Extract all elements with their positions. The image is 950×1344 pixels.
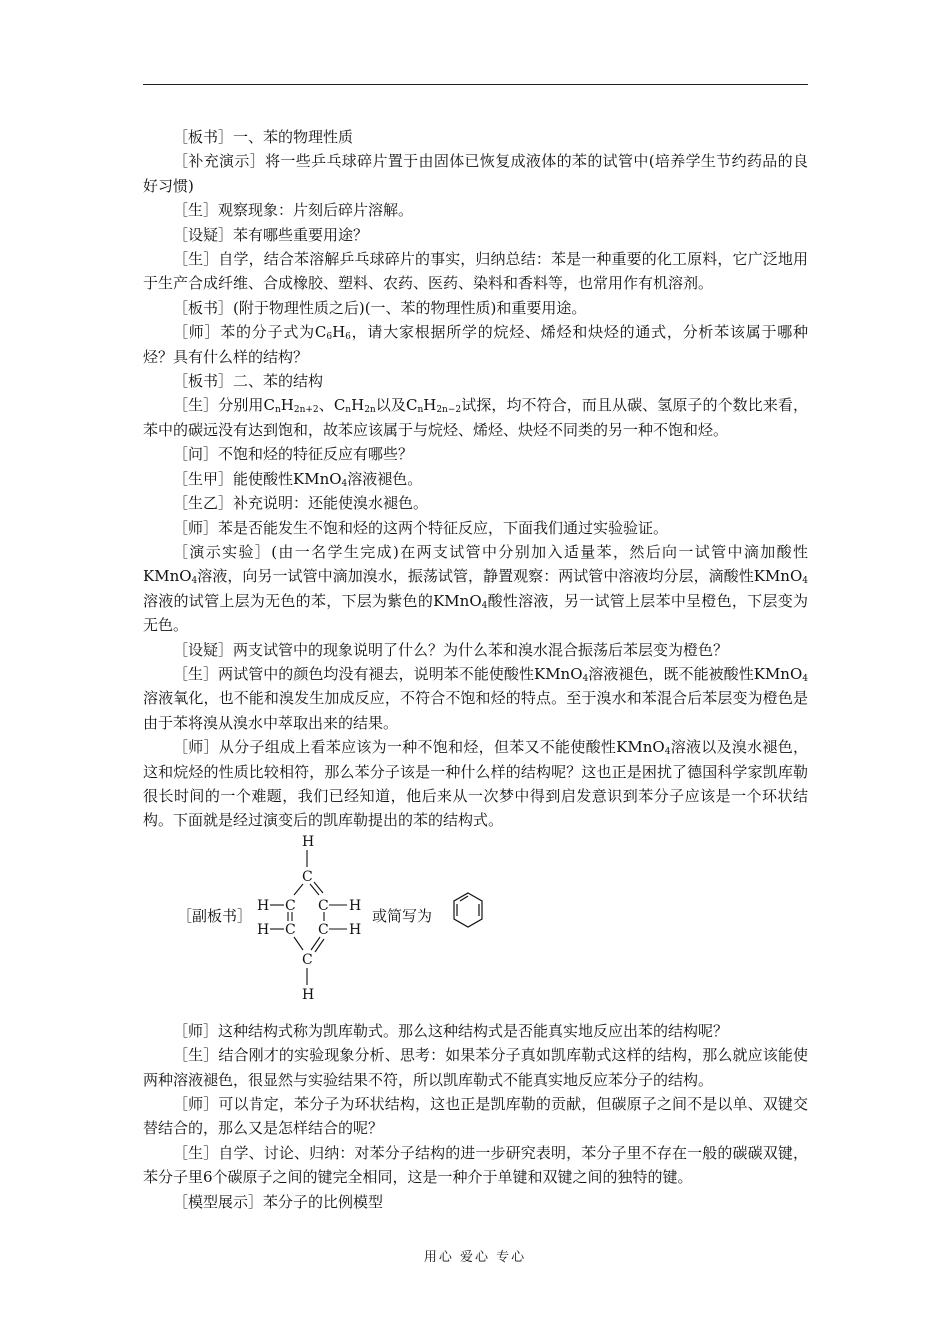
benzene-hexagon-icon: [454, 893, 482, 927]
paragraph-benzene-formula: ［师］苯的分子式为$C_6H_6$，请大家根据所学的烷烃、烯烃和炔烃的通式，分析苯该属于哪种烃？具有什么样的结构？: [143, 323, 808, 366]
atom-h-bottom: H: [302, 986, 315, 1003]
paragraph: ［生］结合刚才的实验现象分析、思考：如果苯分子真如凯库勒式这样的结构，那么就应该能使两种溶液褪色，很显然与实验结果不符，所以凯库勒式不能真实地反应苯分子的结构。: [143, 1046, 808, 1089]
paragraph: ［板书］一、苯的物理性质: [173, 128, 354, 146]
paragraph: ［设疑］两支试管中的现象说明了什么？为什么苯和溴水混合振荡后苯层变为橙色？: [173, 640, 729, 659]
atom-c-upper-right: C: [318, 897, 329, 914]
atom-h-top: H: [302, 833, 315, 850]
atom-c-upper-left: C: [285, 897, 296, 914]
alt-notation-label: 或简写为: [372, 906, 433, 925]
atom-c-lower-left: C: [285, 921, 296, 938]
paragraph: ［生］两试管中的颜色均没有褪去，说明苯不能使酸性KMnO$_4$溶液褪色，既不能被酸性KMnO$_4$溶液氧化，也不能和溴发生加成反应，不符合不饱和烃的特点。至于溴水和苯混合后苯层变为橙色是由于苯将溴从溴水中萃取出来的结果。: [143, 664, 808, 732]
paragraph: ［模型展示］苯分子的比例模型: [173, 1192, 384, 1211]
paragraph-experiment: ［演示实验］(由一名学生完成)在两支试管中分别加入适量苯，然后向一试管中滴加酸性KMnO$_4$溶液，向另一试管中滴加溴水，振荡试管，静置观察：两试管中溶液均分层，滴酸性KMnO$_4$溶液的试管上层为无色的苯，下层为紫色的KMnO$_4$酸性溶液，另一试管上层苯中呈橙色，下层变为无色。: [143, 542, 808, 635]
paragraph: ［生］观察现象：片刻后碎片溶解。: [173, 201, 414, 220]
figure-label: ［副板书］: [177, 906, 253, 925]
paragraph: ［生］自学，结合苯溶解乒乓球碎片的事实，归纳总结：苯是一种重要的化工原料，它广泛地用于生产合成纤维、合成橡胶、塑料、农药、医药、染料和香料等，也常用作有机溶剂。: [143, 250, 808, 293]
paragraph: ［板书］(附于物理性质之后)(一、苯的物理性质)和重要用途。: [173, 298, 587, 317]
atom-c-bottom: C: [302, 951, 313, 968]
page-footer: 用心 爱心 专心: [423, 1250, 527, 1265]
document-body: [143, 125, 808, 1214]
kekule-structure-diagram: [143, 833, 808, 1019]
paragraph: ［师］苯是否能发生不饱和烃的这两个特征反应，下面我们通过实验验证。: [173, 518, 669, 537]
paragraph: ［设疑］苯有哪些重要用途？: [173, 225, 369, 244]
atom-h-lower-left: H: [257, 921, 270, 938]
atom-h-lower-right: H: [349, 921, 362, 938]
paragraph: ［生］自学、讨论、归纳：对苯分子结构的进一步研究表明，苯分子里不存在一般的碳碳双键，苯分子里6个碳原子之间的键完全相同，这是一种介于单键和双键之间的独特的键。: [143, 1143, 808, 1187]
paragraph: ［师］可以肯定，苯分子为环状结构，这也正是凯库勒的贡献，但碳原子之间不是以单、双键交替结合的，那么又是怎样结合的呢？: [143, 1095, 808, 1138]
paragraph: ［师］这种结构式称为凯库勒式。那么这种结构式是否能真实地反应出苯的结构呢？: [173, 1021, 729, 1040]
paragraph: ［师］从分子组成上看苯应该为一种不饱和烃，但苯又不能使酸性KMnO$_4$溶液以及溴水褪色，这和烷烃的性质比较相符，那么苯分子该是一种什么样的结构呢？这也正是困扰了德国科学家凯库勒很长时间的一个难题，我们已经知道，他后来从一次梦中得到启发意识到苯分子应该是一个环状结构。下面就是经过演变后的凯库勒提出的苯的结构式。: [143, 738, 808, 830]
paragraph: ［生乙］补充说明：还能使溴水褪色。: [173, 494, 429, 513]
header-rule: [143, 84, 808, 85]
paragraph: ［板书］二、苯的结构: [173, 372, 324, 391]
paragraph: ［补充演示］将一些乒乓球碎片置于由固体已恢复成液体的苯的试管中(培养学生节约药品的良好习惯): [143, 152, 808, 195]
atom-c-lower-right: C: [318, 921, 329, 938]
atom-h-upper-left: H: [257, 897, 270, 914]
paragraph-general-formulas: ［生］分别用$C_nH_{2n+2}$、$C_nH_{2n}$以及$C_nH_{2n-2}$试探，均不符合，而且从碳、氢原子的个数比来看，苯中的碳远没有达到饱和，故苯应该属于与烷烃、烯烃、炔烃不同类的另一种不饱和烃。: [143, 396, 808, 439]
atom-c-top: C: [302, 868, 313, 885]
paragraph: ［问］不饱和烃的特征反应有哪些？: [173, 445, 414, 464]
atom-h-upper-right: H: [349, 897, 362, 914]
paragraph: ［生甲］能使酸性KMnO$_4$溶液褪色。: [173, 469, 423, 489]
kekule-structure-figure: [143, 833, 808, 1019]
